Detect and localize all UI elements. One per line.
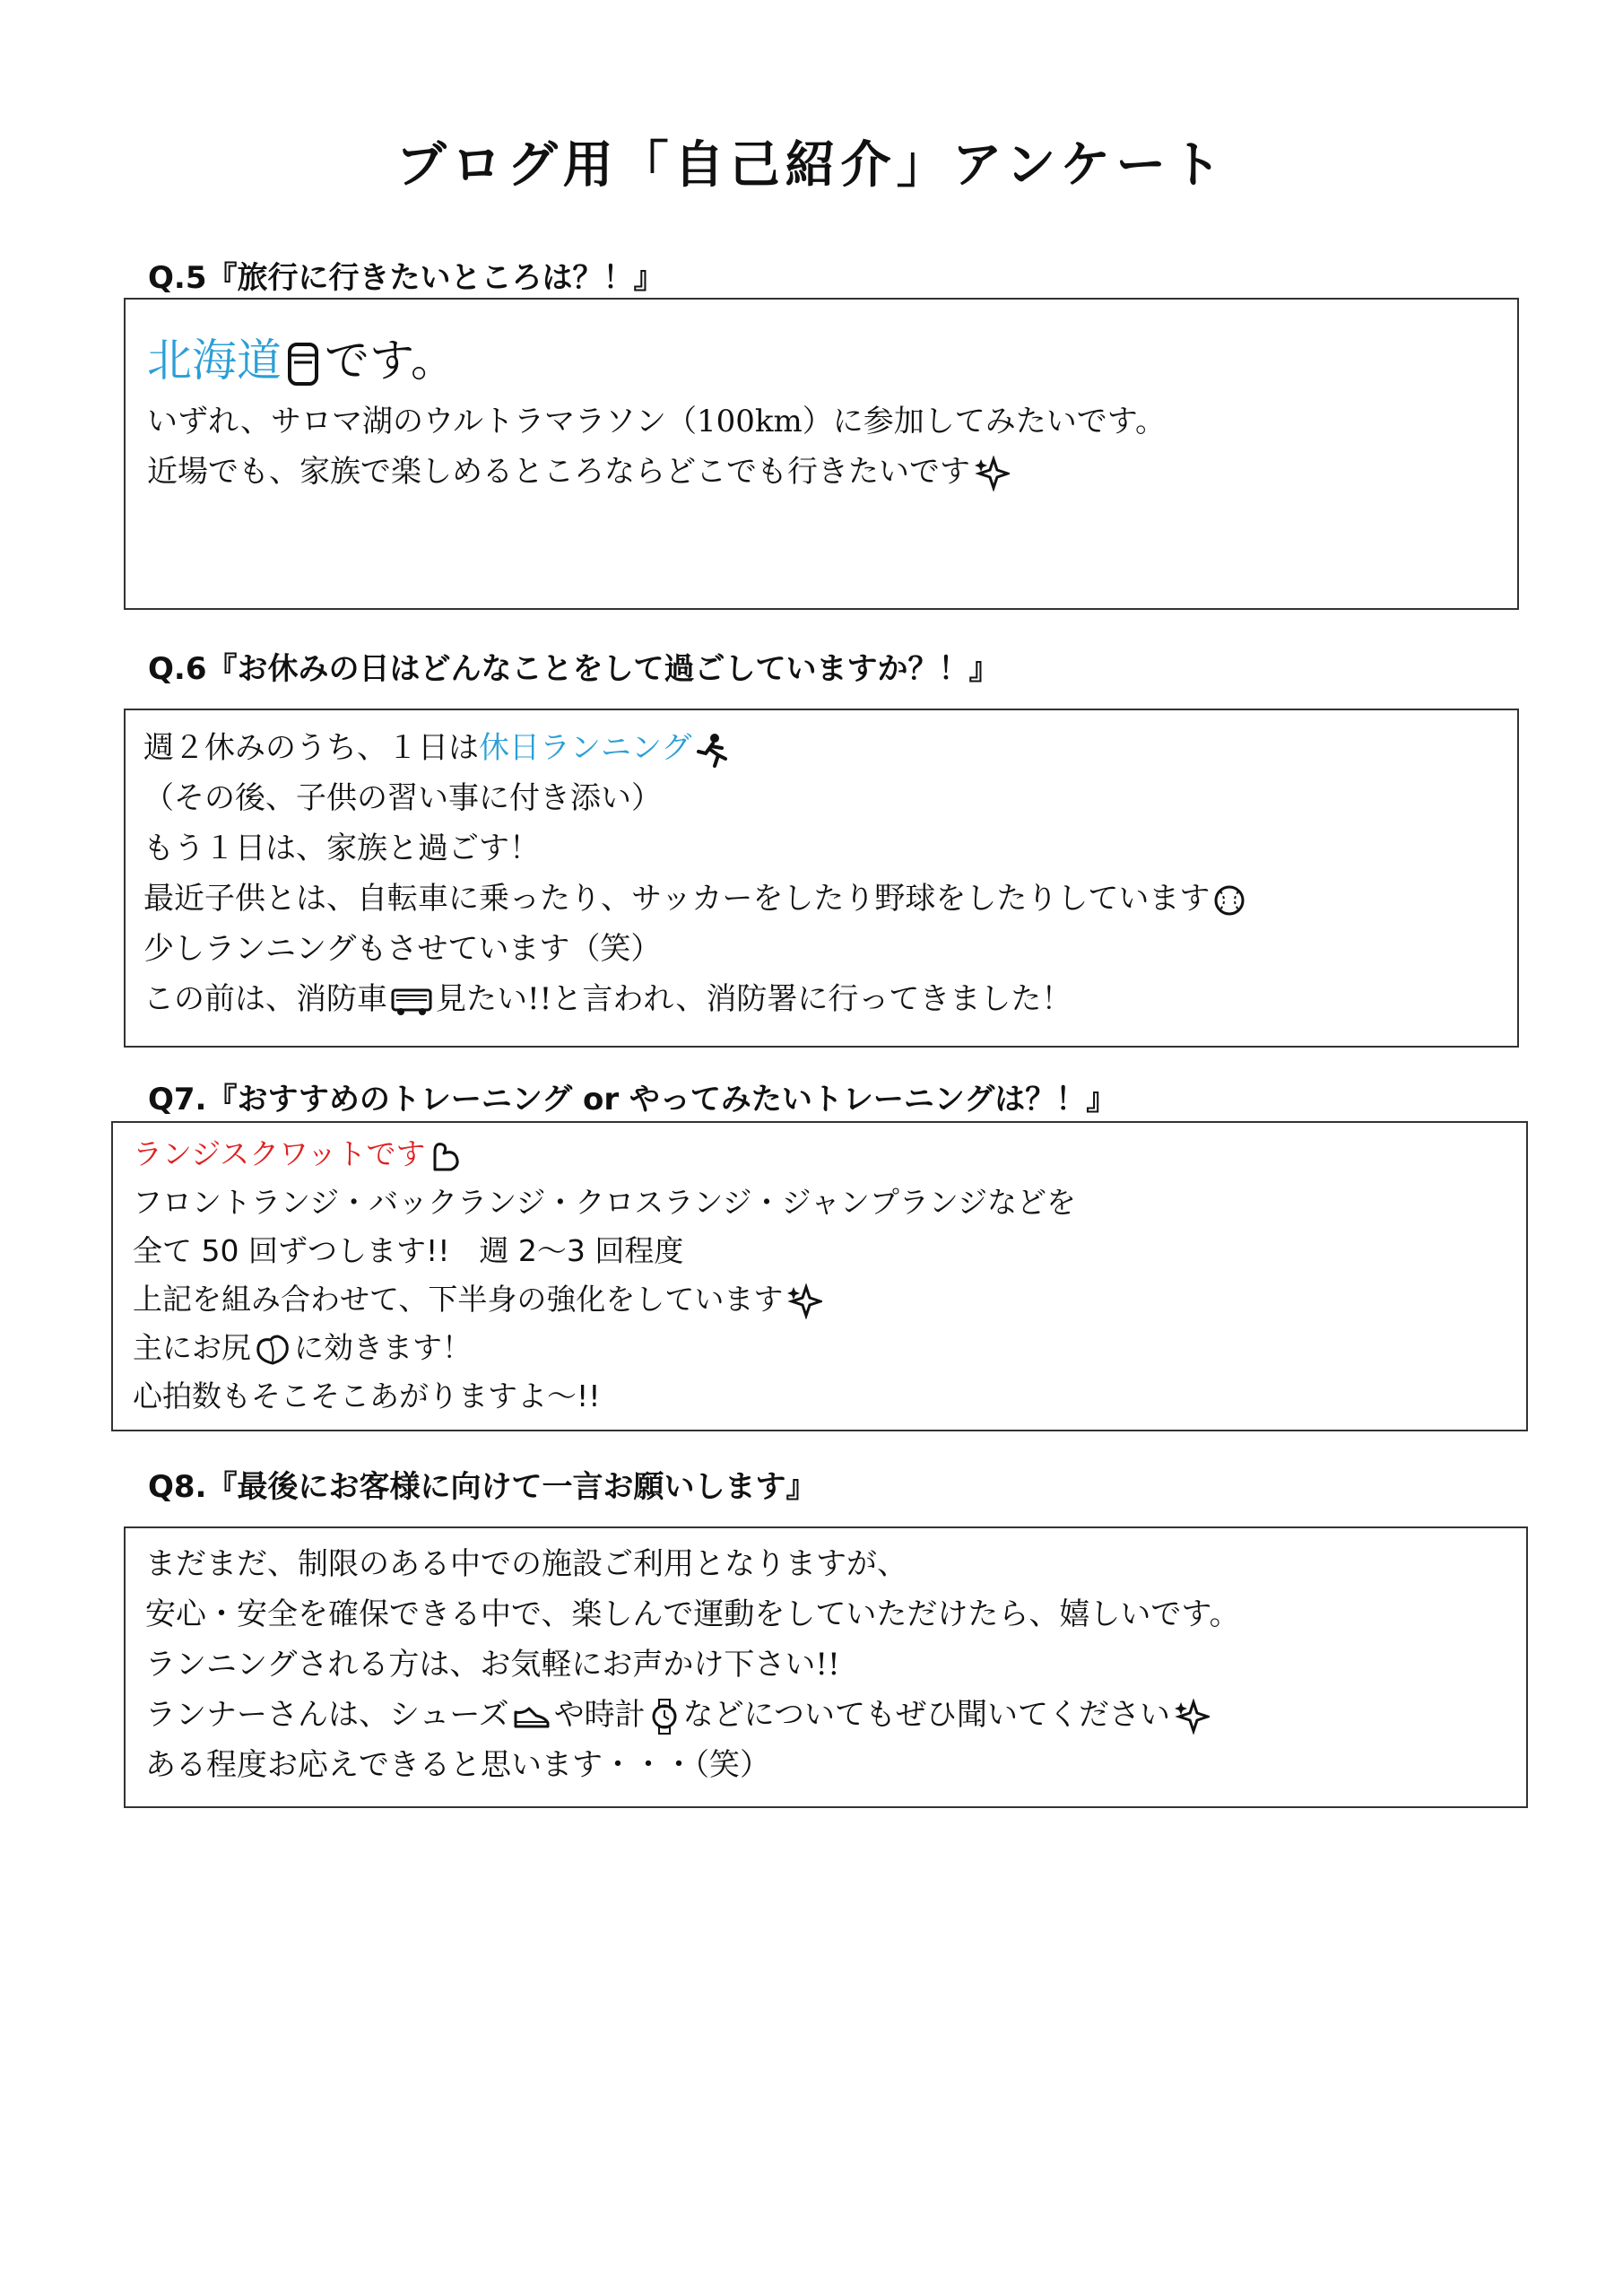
baseball-icon <box>1213 884 1245 917</box>
answer-8-line-2: 安心・安全を確保できる中で、楽しんで運動をしていただけたら、嬉しいです。 <box>145 1596 1240 1632</box>
sparkle-icon <box>1174 1699 1210 1735</box>
answer-8-line-4-mid: や時計 <box>553 1697 646 1733</box>
answer-5-highlight: 北海道 <box>147 335 282 387</box>
answer-7-line-5-pre: 主にお尻 <box>133 1330 251 1365</box>
answer-6-line-6-pre: この前は、消防車 <box>143 981 387 1017</box>
sparkle-icon <box>974 456 1010 491</box>
answer-7-line-6: 心拍数もそこそこあがりますよ～!! <box>133 1378 601 1413</box>
muscle-icon <box>430 1139 462 1173</box>
answer-5-line-2 <box>147 447 1496 497</box>
answer-7-highlight: ランジスクワットです <box>133 1136 426 1171</box>
shoe-icon <box>513 1703 551 1730</box>
answer-6-line-6 <box>143 974 1499 1024</box>
milk-icon <box>285 341 321 387</box>
answer-7-line-3: 全て 50 回ずつします!! 週 2～3 回程度 <box>133 1233 684 1268</box>
question-6: Q.6『お休みの日はどんなことをして過ごしていますか？！』 <box>148 651 1000 687</box>
question-7: Q7.『おすすめのトレーニング or やってみたいトレーニングは？！』 <box>148 1082 1117 1118</box>
answer-6-line-3: もう１日は、家族と過ごす！ <box>143 831 540 866</box>
answer-6-line-4 <box>143 874 1499 924</box>
answer-7-line-4 <box>133 1275 1506 1324</box>
answer-7-line-4-text: 上記を組み合わせて、下半身の強化をしています <box>133 1282 784 1317</box>
sparkle-icon <box>786 1283 822 1319</box>
answer-5-line-2-text: 近場でも、家族で楽しめるところならどこでも行きたいです <box>147 454 970 490</box>
answer-6-highlight: 休日ランニング <box>479 730 692 766</box>
answer-box-7 <box>111 1121 1528 1431</box>
answer-7-line-5-post: に効きます！ <box>294 1330 472 1365</box>
watch-icon <box>649 1699 680 1735</box>
answer-7-line-5 <box>133 1324 1506 1372</box>
answer-box-6 <box>124 709 1519 1048</box>
answer-box-8 <box>124 1526 1528 1808</box>
question-5: Q.5『旅行に行きたいところは？！』 <box>148 260 664 296</box>
answer-6-line-6-post: 見たい!!と言われ、消防署に行ってきました！ <box>436 981 1072 1017</box>
answer-6-line-1 <box>143 723 1499 773</box>
answer-6-line-5: 少しランニングもさせています（笑） <box>143 931 662 967</box>
fire-truck-icon <box>391 985 432 1017</box>
answer-6-line-1-text: 週２休みのうち、１日は <box>143 730 479 766</box>
question-8: Q8.『最後にお客様に向けて一言お願いします』 <box>148 1469 817 1505</box>
answer-6-line-2: （その後、子供の習い事に付き添い） <box>143 780 662 816</box>
answer-box-5 <box>124 298 1519 610</box>
answer-8-line-5: ある程度お応えできると思います・・・（笑） <box>145 1747 770 1783</box>
answer-8-line-4-post: などについてもぜひ聞いてください <box>682 1697 1170 1733</box>
answer-5-rest: です。 <box>325 335 456 387</box>
page-title: ブログ用「自己紹介」アンケート <box>395 135 1228 195</box>
answer-5-line-1: いずれ、サロマ湖のウルトラマラソン（100km）に参加してみたいです。 <box>147 404 1167 439</box>
answer-6-line-4-text: 最近子供とは、自転車に乗ったり、サッカーをしたり野球をしたりしています <box>143 881 1211 917</box>
answer-8-line-1: まだまだ、制限のある中での施設ご利用となりますが、 <box>145 1546 907 1582</box>
answer-8-line-4 <box>145 1690 1506 1740</box>
answer-8-line-3: ランニングされる方は、お気軽にお声かけ下さい!! <box>145 1647 840 1683</box>
answer-5-headline <box>147 325 1496 396</box>
answer-8-line-4-pre: ランナーさんは、シューズ <box>145 1697 509 1733</box>
runner-icon <box>695 732 729 768</box>
answer-7-line-2: フロントランジ・バックランジ・クロスランジ・ジャンプランジなどを <box>133 1185 1077 1220</box>
peach-icon <box>255 1333 291 1367</box>
answer-7-line-1 <box>133 1130 1506 1178</box>
